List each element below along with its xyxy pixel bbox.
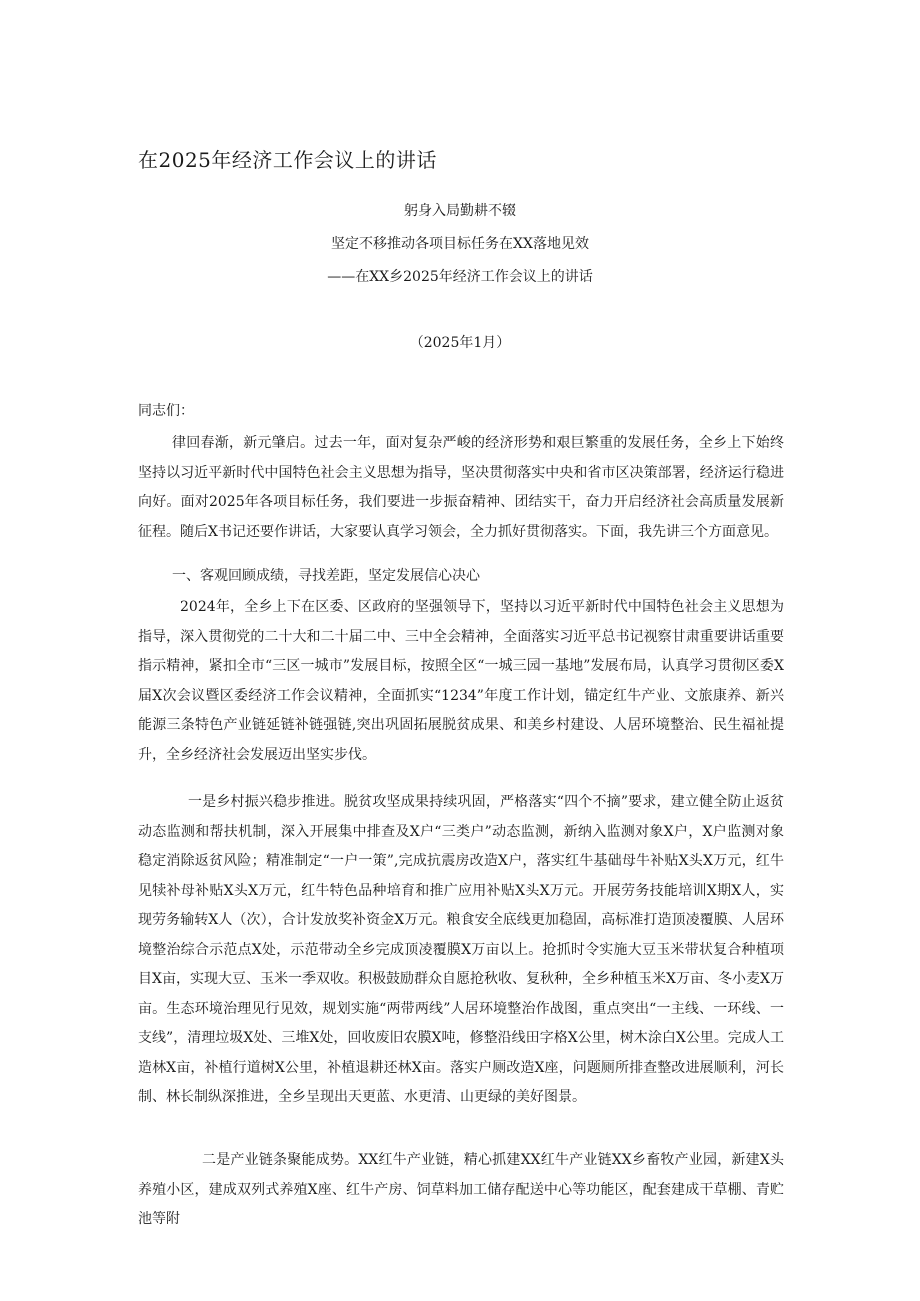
paragraph-review-2024: 2024年，全乡上下在区委、区政府的坚强领导下，坚持以习近平新时代中国特色社会主义思想为指导，深入贯彻党的二十大和二十届二中、三中全会精神，全面落实习近平总书记视察甘肃重要讲话重要指示精神，紧扣全市“三区一城市”发展目标，按照全区“一城三园一基地”发展布局，认真学习贯彻区委X届X次会议暨区委经济工作会议精神，全面抓实“1234”年度工作计划，锚定红牛产业、文旅康养、新兴能源三条特色产业链延链补链强链,突出巩固拓展脱贫成果、和美乡村建设、人居环境整治、民生福祉提升，全乡经济社会发展迈出坚实步伐。 <box>138 599 784 763</box>
paragraph-industry-chain: 二是产业链条聚能成势。XX红牛产业链，精心抓建XX红牛产业链XX乡畜牧产业园，新建X头养殖小区，建成双列式养殖X座、红牛产房、饲草料加工储存配送中心等功能区，配套建成干草棚、青贮池等附 <box>138 1152 784 1227</box>
subtitle-line-3: ——在XX乡2025年经济工作会议上的讲话 <box>327 269 593 285</box>
section-heading-1: 一、客观回顾成绩，寻找差距，坚定发展信心决心 <box>172 568 480 584</box>
document-title: 在2025年经济工作会议上的讲话 <box>138 148 437 172</box>
subtitle-line-2: 坚定不移推动各项目标任务在XX落地见效 <box>331 236 589 252</box>
speech-date: （2025年1月） <box>409 335 511 351</box>
subtitle-line-1: 躬身入局勤耕不辍 <box>404 203 516 219</box>
salutation: 同志们： <box>138 403 194 419</box>
paragraph-rural-revitalization: 一是乡村振兴稳步推进。脱贫攻坚成果持续巩固，严格落实“四个不摘”要求，建立健全防止返贫动态监测和帮扶机制，深入开展集中排查及X户“三类户”动态监测，新纳入监测对象X户，X户监测对象稳定消除返贫风险；精准制定“一户一策”,完成抗震房改造X户，落实红牛基础母牛补贴X头X万元，红牛见犊补母补贴X头X万元，红牛特色品种培育和推广应用补贴X头X万元。开展劳务技能培训X期X人，实现劳务输转X人（次），合计发放奖补资金X万元。粮食安全底线更加稳固，高标准打造顶凌覆膜、人居环境整治综合示范点X处，示范带动全乡完成顶凌覆膜X万亩以上。抢抓时令实施大豆玉米带状复合种植项目X亩，实现大豆、玉米一季双收。积极鼓励群众自愿抢秋收、复秋种，全乡种植玉米X万亩、冬小麦X万亩。生态环境治理见行见效，规划实施“两带两线”人居环境整治作战图，重点突出“一主线、一环线、一支线”，清理垃圾X处、三堆X处，回收废旧农膜X吨，修整沿线田字格X公里，树木涂白X公里。完成人工造林X亩，补植行道树X公里，补植退耕还林X亩。落实户厕改造X座，问题厕所排查整改进展顺利，河长制、林长制纵深推进，全乡呈现出天更蓝、水更清、山更绿的美好图景。 <box>138 794 784 1105</box>
paragraph-intro: 律回春渐，新元肇启。过去一年，面对复杂严峻的经济形势和艰巨繁重的发展任务，全乡上下始终坚持以习近平新时代中国特色社会主义思想为指导，坚决贯彻落实中央和省市区决策部署，经济运行稳进向好。面对2025年各项目标任务，我们要进一步振奋精神、团结实干，奋力开启经济社会高质量发展新征程。随后X书记还要作讲话，大家要认真学习领会，全力抓好贯彻落实。下面，我先讲三个方面意见。 <box>138 435 784 540</box>
